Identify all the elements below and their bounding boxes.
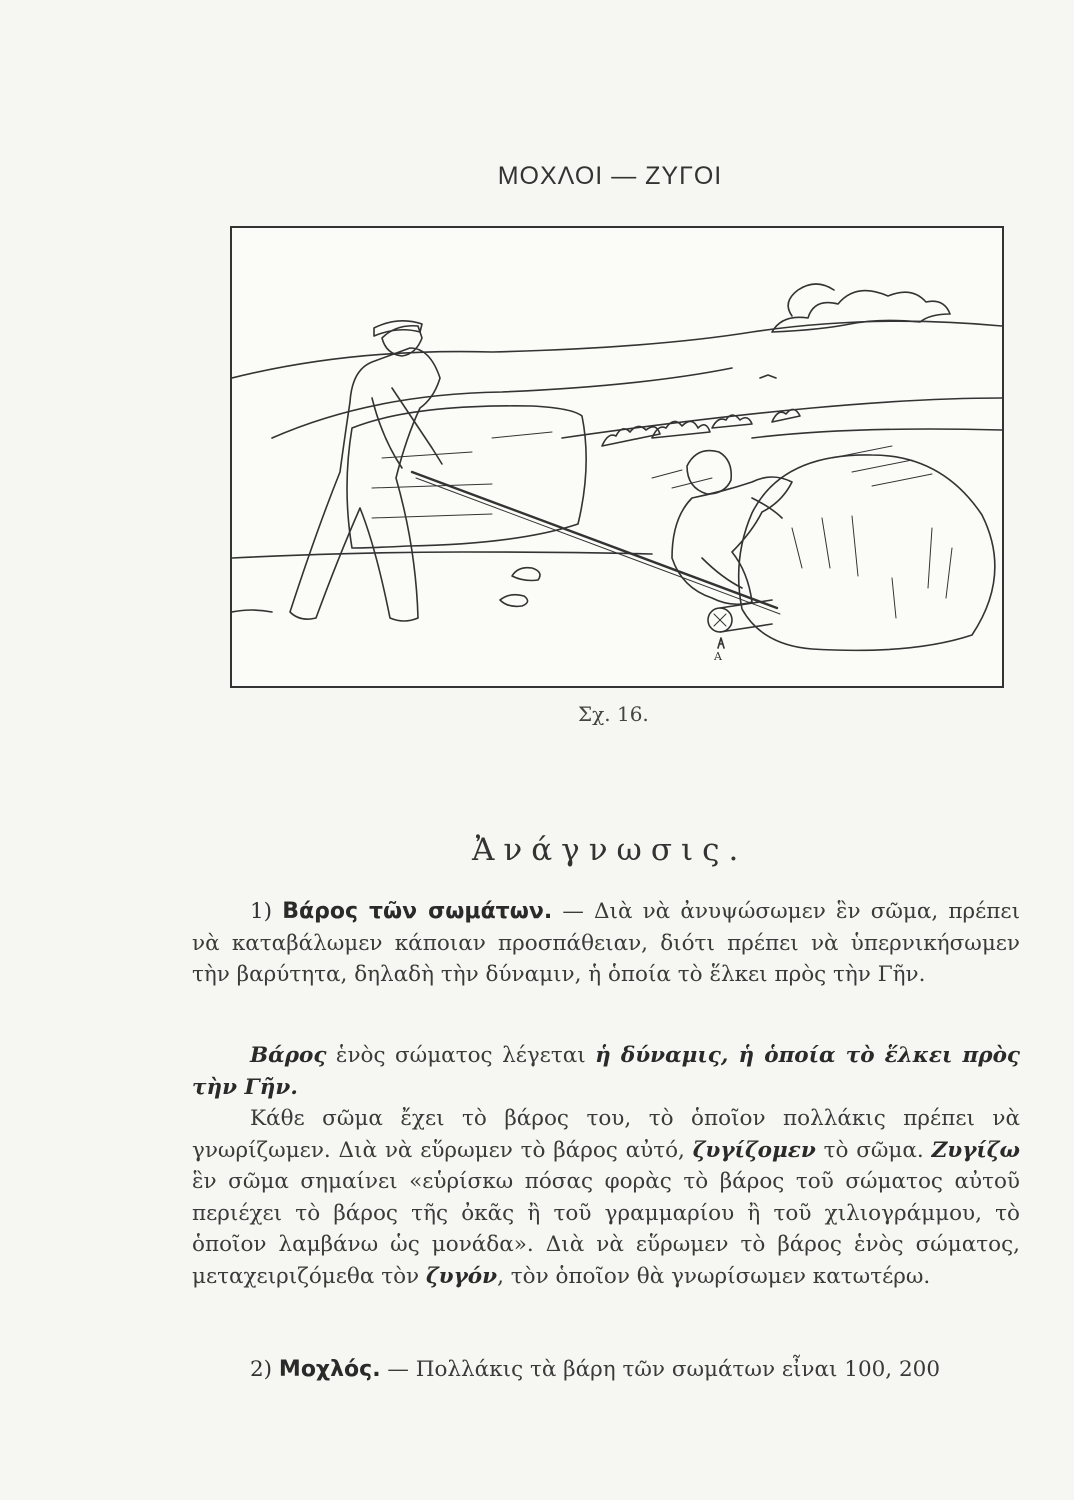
- bird: [760, 375, 776, 378]
- paragraph-heading: Βάρος τῶν σωμάτων.: [282, 899, 553, 924]
- lever-bar: [412, 472, 777, 608]
- figure-illustration: [230, 226, 1004, 688]
- small-stone: [500, 595, 528, 607]
- paragraph-number: 1): [250, 899, 273, 924]
- boulder-hatching: [792, 516, 952, 618]
- small-stone: [512, 568, 540, 581]
- hill-line: [752, 429, 1002, 438]
- fulcrum-label: Α: [714, 650, 722, 663]
- crouching-man: [672, 477, 792, 604]
- fulcrum-log: [714, 614, 726, 626]
- stone-block: [347, 406, 586, 548]
- crouching-man: [687, 451, 731, 494]
- emphasis-term: ζυγόν: [425, 1263, 498, 1289]
- page-title: ΜΟΧΛΟΙ — ΖΥΓΟΙ: [497, 162, 723, 190]
- paragraph-heading: Μοχλός.: [278, 1357, 381, 1382]
- paragraph-weight-of-bodies: [192, 896, 1020, 991]
- boulder: [739, 455, 995, 650]
- paragraph-text: τὸ σῶμα.: [815, 1137, 932, 1163]
- figure-caption: Σχ. 16.: [578, 702, 649, 726]
- fulcrum-mark: [718, 638, 724, 648]
- paragraph-text: , τὸν ὁποῖον θὰ γνωρίσωμεν κατωτέρω.: [497, 1263, 931, 1289]
- lever-bar: [416, 478, 780, 614]
- defined-term: Βάρος: [250, 1043, 327, 1068]
- paragraph-number: 2): [250, 1357, 273, 1382]
- section-heading: Ἀνάγνωσις.: [472, 832, 748, 868]
- standing-man: [290, 348, 440, 621]
- paragraph-text: Κάθε σῶμα ἔχει τὸ βάρος του, τὸ ὁποῖον πολλάκις πρέπει νὰ γνωρίζωμεν. Διὰ νὰ εὕρωμεν τὸ βάρος αὐτό,: [192, 1106, 1020, 1163]
- definition-text: ἡ δύναμις, ἡ ὁποία τὸ ἕλκει πρὸς τὴν Γῆν.: [192, 1043, 1020, 1100]
- hill-line: [232, 321, 1002, 378]
- paragraph-weighing: [192, 1103, 1020, 1293]
- paragraph-text: — Διὰ νὰ ἀνυψώσωμεν ἓν σῶμα, πρέπει νὰ καταβάλωμεν κάποιαν προσπάθειαν, διότι πρέπει νὰ ὑπερνικήσωμεν τὴν βαρύτητα, δηλαδὴ τὴν δύναμιν, ἡ ὁποία τὸ ἕλκει πρὸς τὴν Γῆν.: [192, 899, 1021, 988]
- emphasis-term: ζυγίζομεν: [692, 1137, 816, 1163]
- hill-line: [562, 398, 1002, 438]
- paragraph-text: — Πολλάκις τὰ βάρη τῶν σωμάτων εἶναι 100, 200: [380, 1357, 941, 1382]
- paragraph-lever: [192, 1354, 1020, 1386]
- paragraph-text: ἓν σῶμα σημαίνει «εὑρίσκω πόσας φορὰς τὸ βάρος τοῦ σώματος αὐτοῦ περιέχει τὸ βάρος τῆς ὀκᾶς ἢ τοῦ γραμμαρίου ἢ τοῦ χιλιογράμμου, τὸ ὁποῖον λαμβάνω ὡς μονάδα». Διὰ νὰ εὕρωμεν τὸ βάρος ἑνὸς σώματος, μεταχειριζόμεθα τὸν: [192, 1169, 1020, 1289]
- ground-line: [232, 552, 652, 558]
- tree-line: [602, 426, 660, 446]
- stone-hatching: [372, 432, 552, 518]
- emphasis-term: Ζυγίζω: [931, 1137, 1020, 1163]
- small-stone: [232, 610, 272, 612]
- lever-illustration: [232, 228, 1002, 686]
- paragraph-weight-definition: [192, 1040, 1020, 1103]
- paragraph-text: ἑνὸς σώματος λέγεται: [326, 1043, 596, 1068]
